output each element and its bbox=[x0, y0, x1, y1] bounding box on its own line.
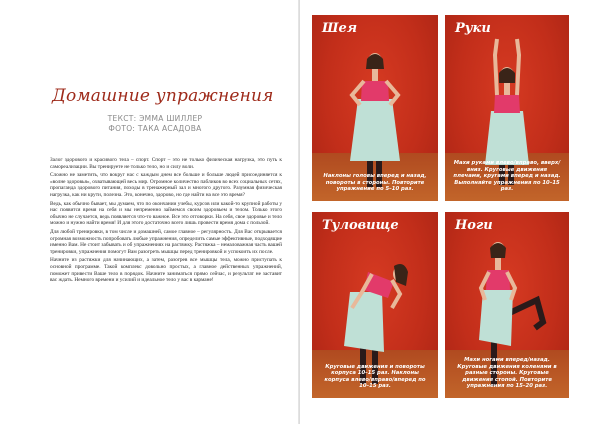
article-credits bbox=[80, 114, 230, 134]
photo-caption: Круговые движения и повороты корпуса 10–15 раз. Наклоны корпуса влево/вправо/вперед по 10–15 раз. bbox=[324, 363, 426, 390]
photo-caption: Махи руками влево/вправо, вверх/вниз. Круговые движения плечами, кругами вперед и назад. Выполняйте упражнения по 10–15 раз. bbox=[453, 160, 561, 193]
photo-label: Туловище bbox=[322, 218, 399, 233]
paragraph: Ведь, как обычно бывает, мы думаем, что по окончании учебы, курсов или какой-то крупной работы у нас появится время на себя и мы непременно займемся своим здоровьем и телом. Только этого обычно не случается, ведь появляется что-то важное. Все это отговорки. На себя, свое здоровье и тело можно и нужно найти время! И для этого достаточно всего лишь провести время дома с пользой. bbox=[50, 200, 282, 227]
paragraph: Для любой тренировки, в том числе и домашней, самое главное – регулярность. Для Вас открывается огромная возможность попробовать любые упражнения, определить самые эффективные, подходящие именно Вам. Не стоит забывать и об упражнениях на растяжку. Растяжка – немаловажная часть вашей тренировки, упражнения помогут Вам разогреть мышцы перед тренировкой и успокоить их после. bbox=[50, 228, 282, 255]
paragraph: Сложно не заметить, что вокруг нас с каждым днем все больше и больше людей присоединяется к «волне здоровья», охватывающей весь мир. Огромное количество пабликов во всех социальных сетях, пропаганда здорового питания, походы в тренажерный зал и многого другого. Разумная физическая нагрузка, как ни крути, полезна. Это, конечно, здорово, но где найти на все это время? bbox=[50, 172, 282, 198]
photo-legs-exercise bbox=[445, 212, 569, 398]
paragraph: Залог здорового и красивого тела – спорт. Спорт – это не только физическая нагрузка, это путь к самореализации. Вы тренируете не только тело, но и силу воли. bbox=[50, 157, 282, 170]
photo-arms-exercise bbox=[445, 15, 569, 201]
author-credit: ТЕКСТ: ЭММА ШИЛЛЕР bbox=[107, 114, 203, 123]
photo-label: Ноги bbox=[455, 218, 493, 233]
article-title: Домашние упражнения bbox=[52, 86, 274, 106]
photo-credit: ФОТО: ТАКА АСАДОВА bbox=[108, 124, 202, 133]
photo-caption: Наклоны головы вперед и назад, повороты в стороны. Повторите упражнение по 5–10 раз. bbox=[323, 173, 427, 193]
photo-torso-exercise bbox=[312, 212, 438, 398]
photo-label: Руки bbox=[455, 21, 491, 36]
photo-neck-exercise bbox=[312, 15, 438, 201]
article-body bbox=[50, 157, 282, 286]
photo-caption: Махи ногами вперед/назад. Круговые движения коленями в разные стороны. Круговые движения стопой. Повторите упражнения по 15–20 раз. bbox=[457, 357, 557, 390]
photo-label: Шея bbox=[322, 21, 358, 36]
paragraph: Начните из растяжки для начинающих, а затем, разогрев все мышцы тела, можно приступать к основной программе. Такой комплекс довольно простых, а главное действенных упражнений, поможет привести Ваше тело в порядок. Начните заниматься прямо сейчас, и результат не заставит вас ждать. Немного времени и усилий и идеальное тело у вас в кармане! bbox=[50, 257, 282, 284]
